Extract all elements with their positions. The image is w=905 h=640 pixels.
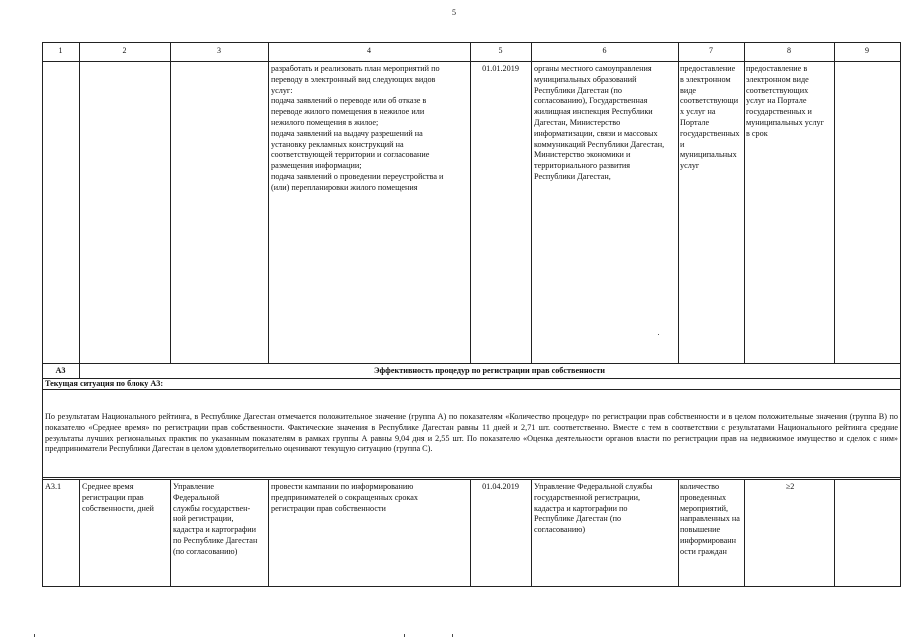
block-code: А3 (55, 366, 66, 375)
a31-target-cell: ≥2 (785, 482, 795, 491)
a31-executor-cell: Управление Федеральной службы государственной регистрации, кадастра и картографии по Республике Дагестан (по согласованию) (534, 482, 653, 535)
a31-action-cell: провести кампании по информированию предпринимателей о сокращенных сроках регистрации прав собственности (271, 482, 419, 513)
page-number: 5 (452, 8, 456, 17)
col-header-5: 5 (498, 46, 503, 55)
a31-date-cell: 01.04.2019 (482, 482, 519, 491)
prev-row-date-cell: 01.01.2019 (482, 64, 519, 73)
block-title: Эффективность процедур по регистрации прав собственности (373, 366, 606, 375)
col-header-2: 2 (122, 46, 127, 55)
col-border-2-3 (170, 42, 171, 363)
a31-border-7-8 (744, 479, 745, 586)
situation-heading: Текущая ситуация по блоку А3: (45, 379, 164, 388)
a31-border-8-9 (834, 479, 835, 586)
col-border-4-5 (470, 42, 471, 363)
prev-row-executor-cell: органы местного самоуправления муниципальных образований Республики Дагестан (по согласованию), Государственная жилищная инспекция Республики Дагестан, Министерство информатизации, связи и массовых коммуникаций Республики Дагестан, Министерство экономики и территориального развития Республики Дагестан, (534, 64, 665, 181)
a31-code-cell: А3.1 (45, 482, 62, 491)
a31-border-4-5 (470, 479, 471, 586)
col-header-7: 7 (709, 46, 713, 55)
prev-row-indicator-cell: предоставление в электронном виде соответствующи х услуг на Портале государственных и муниципальных услуг (680, 64, 740, 171)
col-header-8: 8 (787, 46, 791, 55)
prev-row-result-cell: предоставление в электронном виде соответствующих услуг на Портале государственных и муниципальных услуг в срок (746, 64, 824, 138)
col-border-6-7 (678, 42, 679, 363)
prev-row-action-cell: разработать и реализовать план мероприятий по переводу в электронный вид следующих видов услуг: подача заявлений о переводе или об отказе в переводе жилого помещения в нежилое или нежилого помещения в жилое; подача заявлений на выдачу разрешений на установку рекламных конструкций на соответствующей территории и согласование размещения информации; подача заявлений о проведении переустройства и (или) перепланировки жилого помещения (271, 64, 444, 192)
col-border-1-2 (79, 42, 80, 363)
a31-measure-cell: количество проведенных мероприятий, направленных на повышение информированн ости граждан (680, 482, 740, 556)
col-header-6: 6 (602, 46, 607, 55)
scan-mark (34, 634, 35, 637)
block-top-rule (42, 363, 901, 364)
scan-mark (452, 634, 453, 637)
col-border-5-6 (531, 42, 532, 363)
a31-indicator-cell: Среднее время регистрации прав собственности, дней (82, 482, 154, 513)
a31-border-6-7 (678, 479, 679, 586)
a31-border-5-6 (531, 479, 532, 586)
col-header-4: 4 (367, 46, 371, 55)
a31-border-3-4 (268, 479, 269, 586)
a31-border-1-2 (79, 479, 80, 586)
col-border-right (900, 42, 901, 586)
col-border-8-9 (834, 42, 835, 363)
col-header-1: 1 (58, 46, 63, 55)
a31-border-2-3 (170, 479, 171, 586)
col-header-9: 9 (865, 46, 869, 55)
a31-responsible-cell: Управление Федеральной службы государствен- ной регистрации, кадастра и картографии по Республике Дагестан (по согласованию) (173, 482, 258, 556)
table-bottom-rule (42, 586, 901, 587)
situation-text: По результатам Национального рейтинга, в Республике Дагестан отмечается положительное значение (группа А) по показателям «Количество процедур» по регистрации прав собственности и в целом положительные значения (группа В) по показателю «Среднее время» по регистрации прав собственности. Фактические значения в Республике Дагестан равны 11 дней и 2,71 шт. соответственно. Вместе с тем в соответствии с результатами Национального рейтинга средние результаты лучших региональных практик по указанным показателям в рамках группы А равны 9,04 дня и 2,55 шт. По показателю «Оценка деятельности органов власти по регистрации прав на недвижимое имущество и сделок с ним» предприниматели Республики Дагестан в целом удовлетворительно оценивают текущую ситуацию (группа С). (45, 412, 898, 454)
col-border-3-4 (268, 42, 269, 363)
situation-bottom-rule (42, 477, 901, 478)
scan-mark (404, 634, 405, 637)
col-header-3: 3 (217, 46, 221, 55)
col-border-7-8 (744, 42, 745, 363)
col-border-left (42, 42, 43, 586)
scan-speck (658, 334, 659, 335)
